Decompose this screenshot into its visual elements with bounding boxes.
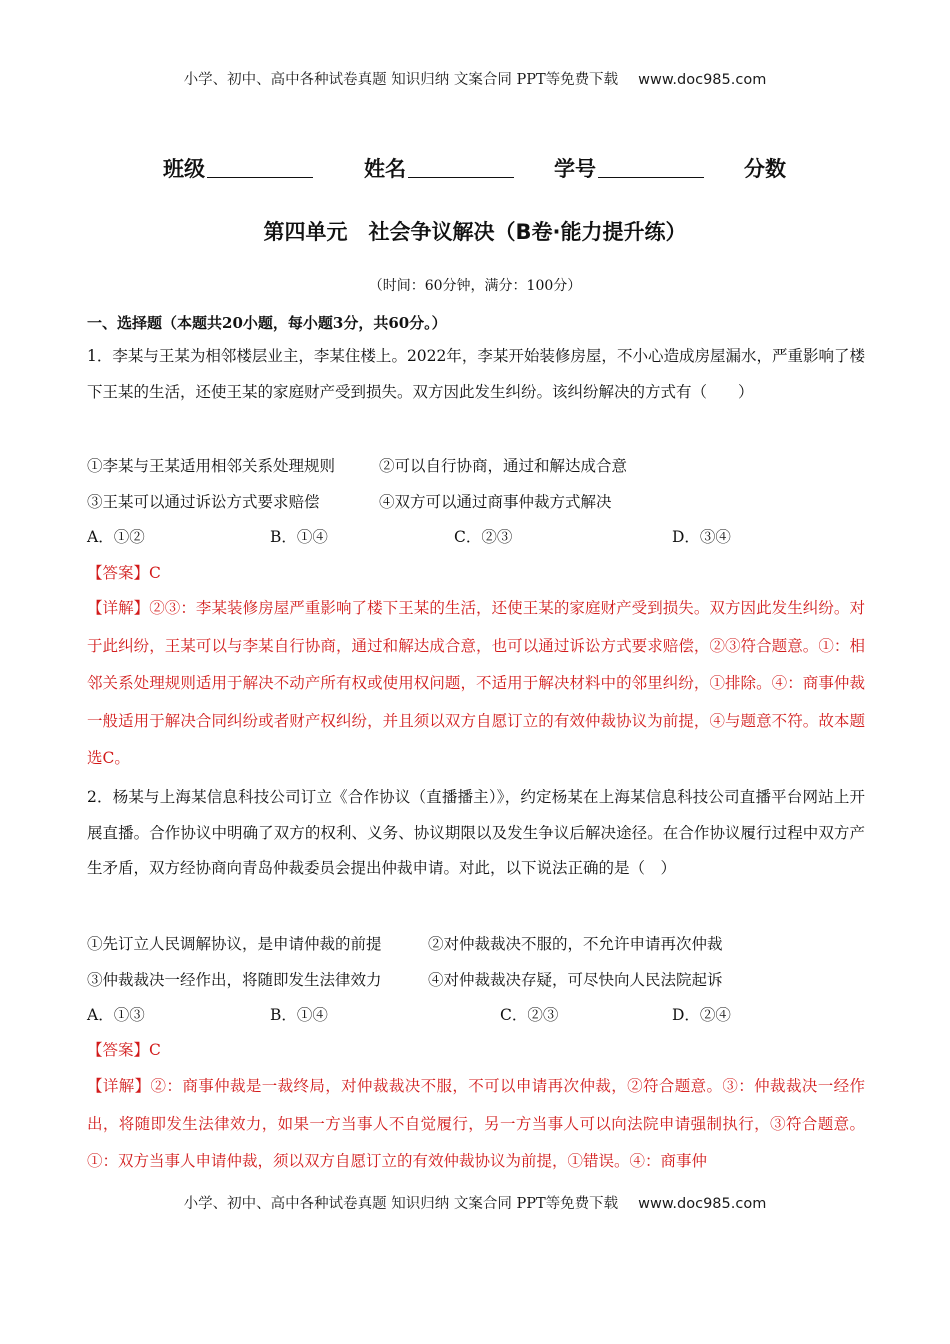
exam-time-info: （时间：60分钟，满分：100分） (368, 278, 582, 294)
class-field (163, 153, 313, 183)
q2-statement-3: ③仲裁裁决一经作出，将随即发生法律效力 (87, 971, 382, 989)
number-field (554, 153, 704, 183)
q1-statement-2: ②可以自行协商，通过和解达成合意 (379, 457, 628, 475)
name-blank[interactable] (408, 157, 514, 178)
page-header (0, 68, 950, 89)
header-site-link[interactable]: www.doc985.com (638, 72, 767, 88)
q2-statement-4: ④对仲裁裁决存疑，可尽快向人民法院起诉 (428, 971, 723, 989)
class-label: 班级 (163, 157, 205, 181)
q2-statement-2: ②对仲裁裁决不服的，不允许申请再次仲裁 (428, 935, 723, 953)
question-1-stem: 1．李某与王某为相邻楼层业主，李某住楼上。2022年，李某开始装修房屋，不小心造成房屋漏水，严重影响了楼下王某的生活，还使王某的家庭财产受到损失。双方因此发生纠纷。该纠纷解决的方式有（ ） (87, 347, 865, 401)
q2-choice-b[interactable]: B．①④ (270, 1006, 328, 1024)
q2-answer (87, 1032, 161, 1068)
q2-answer-label: 【答案】 (87, 1041, 150, 1059)
q1-detail (87, 590, 865, 778)
question-1-choices (87, 519, 887, 555)
question-2-options-row-2 (87, 962, 887, 998)
q2-detail (87, 1068, 865, 1181)
section-heading: 一、选择题（本题共20小题，每小题3分，共60分。） (87, 314, 447, 332)
q1-choice-a[interactable]: A．①② (87, 528, 145, 546)
q2-answer-value: C (149, 1041, 161, 1059)
page-footer (0, 1192, 950, 1213)
score-field (744, 153, 786, 183)
q1-choice-d[interactable]: D．③④ (672, 528, 731, 546)
number-label: 学号 (554, 157, 596, 181)
q2-choice-a[interactable]: A．①③ (87, 1006, 145, 1024)
q2-choice-c[interactable]: C．②③ (500, 1006, 559, 1024)
q1-statement-3: ③王某可以通过诉讼方式要求赔偿 (87, 493, 320, 511)
score-label: 分数 (744, 157, 786, 181)
q2-detail-text: ②：商事仲裁是一裁终局，对仲裁裁决不服，不可以申请再次仲裁，②符合题意。③：仲裁裁决一经作出，将随即发生法律效力，如果一方当事人不自觉履行，另一方当事人可以向法院申请强制执行，③符合题意。①：双方当事人申请仲裁，须以双方自愿订立的有效仲裁协议为前提，①错误。④：商事仲 (87, 1077, 865, 1170)
q1-answer (87, 555, 161, 591)
question-2-choices (87, 997, 887, 1033)
footer-text: 小学、初中、高中各种试卷真题 知识归纳 文案合同 PPT等免费下载 (183, 1196, 619, 1212)
q1-answer-value: C (149, 564, 161, 582)
q1-statement-4: ④双方可以通过商事仲裁方式解决 (379, 493, 612, 511)
question-2-options-row-1 (87, 926, 887, 962)
q1-answer-label: 【答案】 (87, 564, 150, 582)
q1-choice-b[interactable]: B．①④ (270, 528, 328, 546)
name-field (364, 153, 514, 183)
q1-detail-text: ②③：李某装修房屋严重影响了楼下王某的生活，还使王某的家庭财产受到损失。双方因此发生纠纷。对于此纠纷，王某可以与李某自行协商，通过和解达成合意，也可以通过诉讼方式要求赔偿，②③符合题意。①：相邻关系处理规则适用于解决不动产所有权或使用权问题，不适用于解决材料中的邻里纠纷，①排除。④：商事仲裁一般适用于解决合同纠纷或者财产权纠纷，并且须以双方自愿订立的有效仲裁协议为前提，④与题意不符。故本题选C。 (87, 599, 865, 767)
class-blank[interactable] (207, 157, 313, 178)
footer-site-link[interactable]: www.doc985.com (638, 1196, 767, 1212)
number-blank[interactable] (598, 157, 704, 178)
q2-statement-1: ①先订立人民调解协议，是申请仲裁的前提 (87, 935, 382, 953)
header-text: 小学、初中、高中各种试卷真题 知识归纳 文案合同 PPT等免费下载 (183, 72, 619, 88)
page-title: 第四单元 社会争议解决（B卷·能力提升练） (263, 220, 687, 244)
q2-choice-d[interactable]: D．②④ (672, 1006, 731, 1024)
question-1-options-row-2 (87, 484, 887, 520)
name-label: 姓名 (364, 157, 406, 181)
question-1-options-row-1 (87, 448, 887, 484)
q1-detail-label: 【详解】 (87, 599, 150, 617)
question-2-stem: 2．杨某与上海某信息科技公司订立《合作协议（直播播主）》，约定杨某在上海某信息科技公司直播平台网站上开展直播。合作协议中明确了双方的权利、义务、协议期限以及发生争议后解决途径。在合作协议履行过程中双方产生矛盾，双方经协商向青岛仲裁委员会提出仲裁申请。对此，以下说法正确的是（ ） (87, 788, 865, 877)
q1-choice-c[interactable]: C．②③ (454, 528, 513, 546)
q2-detail-label: 【详解】 (87, 1077, 151, 1095)
q1-statement-1: ①李某与王某适用相邻关系处理规则 (87, 457, 336, 475)
